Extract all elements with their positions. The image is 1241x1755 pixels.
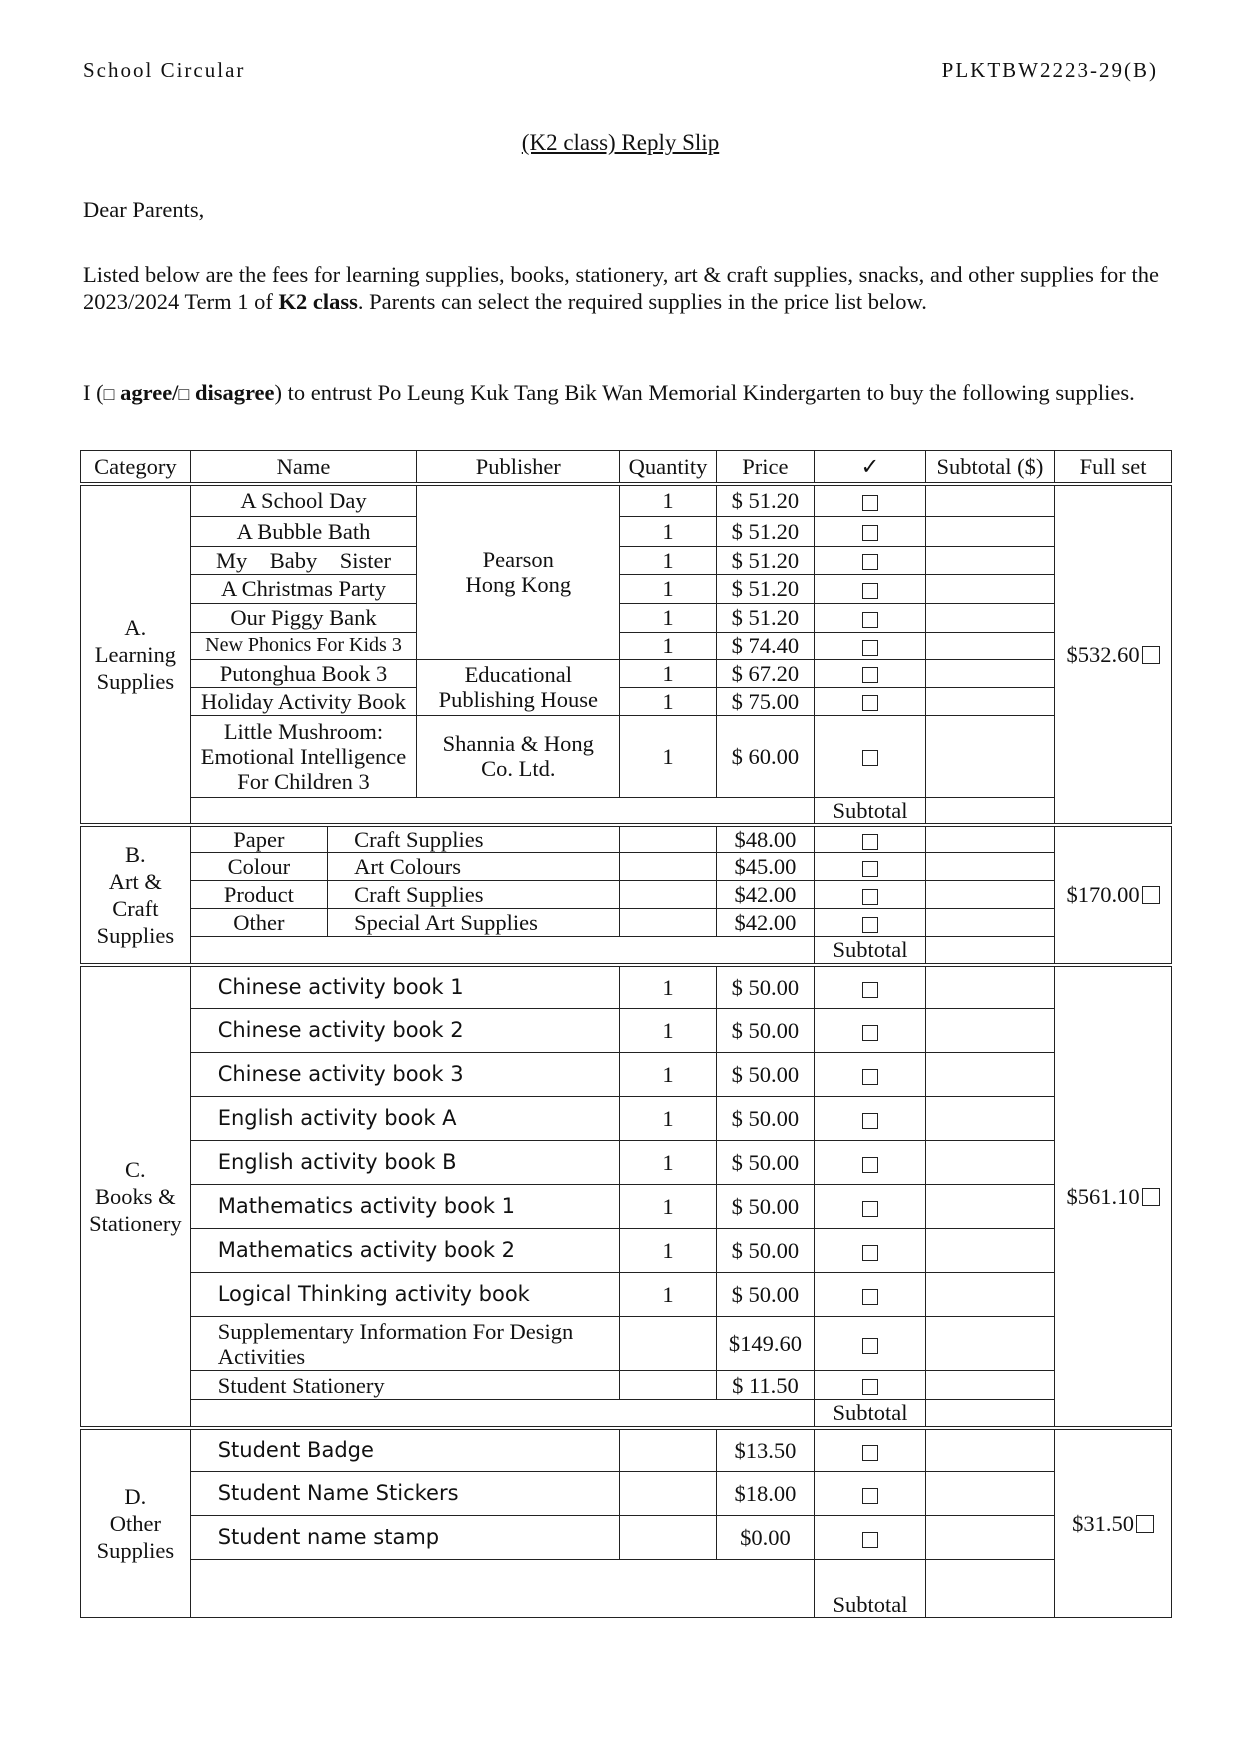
- category-b: B. Art & Craft Supplies: [81, 825, 191, 965]
- item-subtotal[interactable]: [925, 659, 1054, 687]
- item-checkbox[interactable]: [815, 1371, 926, 1400]
- subtotal-label: Subtotal: [815, 1400, 926, 1428]
- table-row: [81, 546, 1172, 574]
- intro-text-1: Listed below are the fees for learning supplies, books, stationery, art & craft supplies, snacks, and other supplies for the 2023/2024 Term 1 of: [83, 262, 1159, 314]
- item-checkbox[interactable]: [815, 516, 926, 546]
- subtotal-label: Subtotal: [815, 797, 926, 825]
- item-checkbox[interactable]: [815, 1472, 926, 1516]
- item-subtotal[interactable]: [925, 632, 1054, 659]
- table-row: [81, 632, 1172, 659]
- item-name: Putonghua Book 3: [190, 659, 417, 687]
- disagree-checkbox[interactable]: □: [178, 384, 190, 404]
- item-checkbox[interactable]: [815, 853, 926, 881]
- item-name: Student Stationery: [190, 1371, 620, 1400]
- checkbox-icon[interactable]: [862, 1445, 878, 1461]
- item-subtotal[interactable]: [925, 881, 1054, 909]
- checkbox-icon[interactable]: [862, 1025, 878, 1041]
- item-price: $ 51.20: [716, 484, 814, 516]
- item-qty: [620, 1428, 716, 1472]
- table-row: [81, 1516, 1172, 1560]
- item-subtotal[interactable]: [925, 1317, 1054, 1371]
- item-name: Chinese activity book 3: [190, 1053, 620, 1097]
- item-name: A Christmas Party: [190, 574, 417, 603]
- item-price: $ 51.20: [716, 574, 814, 603]
- art-type: Other: [190, 909, 327, 937]
- table-row: [81, 1229, 1172, 1273]
- supplies-table: [80, 450, 1172, 1618]
- subtotal-row: [81, 937, 1172, 965]
- publisher-educational: Educational Publishing House: [417, 659, 620, 715]
- item-qty: 1: [620, 1273, 716, 1317]
- subtotal-row: [81, 1400, 1172, 1428]
- item-name: Craft Supplies: [328, 881, 620, 909]
- item-subtotal[interactable]: [925, 853, 1054, 881]
- header-publisher: Publisher: [417, 451, 620, 485]
- header-full-set: Full set: [1055, 451, 1172, 485]
- item-price: $18.00: [716, 1472, 814, 1516]
- item-price: $ 60.00: [716, 715, 814, 797]
- item-subtotal[interactable]: [925, 1141, 1054, 1185]
- item-price: $ 50.00: [716, 1273, 814, 1317]
- item-name: A School Day: [190, 484, 417, 516]
- checkbox-icon[interactable]: [862, 834, 878, 850]
- item-subtotal[interactable]: [925, 1185, 1054, 1229]
- item-qty: [620, 1317, 716, 1371]
- item-name: English activity book A: [190, 1097, 620, 1141]
- item-subtotal[interactable]: [925, 1273, 1054, 1317]
- item-name: English activity book B: [190, 1141, 620, 1185]
- item-name: Little Mushroom: Emotional Intelligence For Children 3: [190, 715, 417, 797]
- item-name: Mathematics activity book 1: [190, 1185, 620, 1229]
- item-price: $ 75.00: [716, 687, 814, 715]
- table-row: [81, 1053, 1172, 1097]
- item-qty: 1: [620, 1185, 716, 1229]
- item-checkbox[interactable]: [815, 1185, 926, 1229]
- item-name: Student Badge: [190, 1428, 620, 1472]
- item-qty: [620, 1516, 716, 1560]
- item-checkbox[interactable]: [815, 825, 926, 853]
- item-qty: 1: [620, 1009, 716, 1053]
- table-row: [81, 1371, 1172, 1400]
- checkbox-icon[interactable]: [862, 1245, 878, 1261]
- checkbox-icon[interactable]: [862, 1069, 878, 1085]
- table-row: [81, 909, 1172, 937]
- table-row: [81, 1273, 1172, 1317]
- item-name: Student name stamp: [190, 1516, 620, 1560]
- section-subtotal[interactable]: [925, 937, 1054, 965]
- section-subtotal[interactable]: [925, 1560, 1054, 1618]
- item-name: Special Art Supplies: [328, 909, 620, 937]
- item-checkbox[interactable]: [815, 659, 926, 687]
- item-price: $13.50: [716, 1428, 814, 1472]
- item-name: Supplementary Information For Design Activities: [190, 1317, 620, 1371]
- header-category: Category: [81, 451, 191, 485]
- item-name: Student Name Stickers: [190, 1472, 620, 1516]
- table-row: [81, 853, 1172, 881]
- item-qty: [620, 853, 716, 881]
- item-subtotal[interactable]: [925, 1097, 1054, 1141]
- item-price: $ 50.00: [716, 1097, 814, 1141]
- item-checkbox[interactable]: [815, 1317, 926, 1371]
- item-name: Logical Thinking activity book: [190, 1273, 620, 1317]
- full-set-c[interactable]: $561.10: [1055, 965, 1172, 1428]
- item-checkbox[interactable]: [815, 1428, 926, 1472]
- intro-paragraph: [83, 261, 1159, 315]
- checkbox-icon[interactable]: [862, 1113, 878, 1129]
- item-checkbox[interactable]: [815, 1516, 926, 1560]
- item-price: $ 11.50: [716, 1371, 814, 1400]
- header-price: Price: [716, 451, 814, 485]
- checkbox-icon[interactable]: [862, 554, 878, 570]
- table-row: [81, 687, 1172, 715]
- checkbox-icon[interactable]: [862, 1488, 878, 1504]
- table-row: [81, 1009, 1172, 1053]
- item-subtotal[interactable]: [925, 687, 1054, 715]
- item-qty: 1: [620, 687, 716, 715]
- item-subtotal[interactable]: [925, 715, 1054, 797]
- item-qty: 1: [620, 715, 716, 797]
- item-qty: [620, 881, 716, 909]
- item-name: New Phonics For Kids 3: [190, 632, 417, 659]
- header-quantity: Quantity: [620, 451, 716, 485]
- art-type: Paper: [190, 825, 327, 853]
- checkbox-icon[interactable]: [862, 750, 878, 766]
- item-subtotal[interactable]: [925, 965, 1054, 1009]
- item-qty: 1: [620, 965, 716, 1009]
- item-qty: 1: [620, 1097, 716, 1141]
- subtotal-label: Subtotal: [815, 1560, 926, 1618]
- table-row: [81, 1141, 1172, 1185]
- table-header-row: [81, 451, 1172, 485]
- item-qty: 1: [620, 603, 716, 632]
- item-price: $ 50.00: [716, 965, 814, 1009]
- table-row: [81, 881, 1172, 909]
- category-d: D. Other Supplies: [81, 1428, 191, 1618]
- item-checkbox[interactable]: [815, 1053, 926, 1097]
- item-price: $48.00: [716, 825, 814, 853]
- item-checkbox[interactable]: [815, 687, 926, 715]
- table-row: [81, 825, 1172, 853]
- consent-prefix: I (: [83, 380, 104, 405]
- agree-checkbox[interactable]: □: [103, 384, 115, 404]
- item-name: Chinese activity book 1: [190, 965, 620, 1009]
- item-qty: 1: [620, 632, 716, 659]
- table-row: [81, 659, 1172, 687]
- item-checkbox[interactable]: [815, 603, 926, 632]
- item-subtotal[interactable]: [925, 909, 1054, 937]
- full-set-b[interactable]: $170.00: [1055, 825, 1172, 965]
- checkbox-icon[interactable]: [862, 1201, 878, 1217]
- checkbox-icon[interactable]: [862, 495, 878, 511]
- item-checkbox[interactable]: [815, 632, 926, 659]
- checkbox-icon[interactable]: [862, 667, 878, 683]
- item-checkbox[interactable]: [815, 546, 926, 574]
- disagree-label: disagree: [194, 380, 275, 405]
- page-title: (K2 class) Reply Slip: [521, 130, 720, 155]
- item-checkbox[interactable]: [815, 715, 926, 797]
- header-code: PLKTBW2223-29(B): [941, 58, 1158, 82]
- table-row: [81, 603, 1172, 632]
- item-qty: 1: [620, 1141, 716, 1185]
- checkbox-icon[interactable]: [1136, 1515, 1154, 1533]
- item-name: My Baby Sister: [190, 546, 417, 574]
- item-qty: [620, 825, 716, 853]
- item-name: Art Colours: [328, 853, 620, 881]
- category-c: C. Books & Stationery: [81, 965, 191, 1428]
- item-qty: [620, 1371, 716, 1400]
- item-name: Holiday Activity Book: [190, 687, 417, 715]
- checkbox-icon[interactable]: [862, 1157, 878, 1173]
- section-subtotal[interactable]: [925, 1400, 1054, 1428]
- item-subtotal[interactable]: [925, 1053, 1054, 1097]
- item-price: $ 51.20: [716, 516, 814, 546]
- checkbox-icon[interactable]: [862, 1338, 878, 1354]
- item-price: $ 50.00: [716, 1053, 814, 1097]
- table-row: [81, 1185, 1172, 1229]
- checkbox-icon[interactable]: [862, 861, 878, 877]
- checkbox-icon[interactable]: [862, 917, 878, 933]
- publisher-pearson: Pearson Hong Kong: [417, 484, 620, 659]
- item-subtotal[interactable]: [925, 1009, 1054, 1053]
- item-price: $ 50.00: [716, 1141, 814, 1185]
- item-checkbox[interactable]: [815, 965, 926, 1009]
- table-row: [81, 1097, 1172, 1141]
- item-subtotal[interactable]: [925, 484, 1054, 516]
- checkbox-icon[interactable]: [862, 525, 878, 541]
- checkbox-icon[interactable]: [862, 1289, 878, 1305]
- item-price: $ 50.00: [716, 1009, 814, 1053]
- checkbox-icon[interactable]: [862, 583, 878, 599]
- checkbox-icon[interactable]: [862, 1379, 878, 1395]
- item-subtotal[interactable]: [925, 516, 1054, 546]
- item-qty: 1: [620, 1053, 716, 1097]
- section-subtotal[interactable]: [925, 797, 1054, 825]
- item-subtotal[interactable]: [925, 546, 1054, 574]
- full-set-d[interactable]: $31.50: [1055, 1428, 1172, 1618]
- consent-paragraph: [83, 379, 1159, 408]
- table-row: [81, 1428, 1172, 1472]
- table-row: [81, 516, 1172, 546]
- item-subtotal[interactable]: [925, 1371, 1054, 1400]
- consent-suffix: ) to entrust Po Leung Kuk Tang Bik Wan Memorial Kindergarten to buy the following supplies.: [274, 380, 1135, 405]
- checkbox-icon[interactable]: [862, 695, 878, 711]
- table-row: [81, 715, 1172, 797]
- item-subtotal[interactable]: [925, 1516, 1054, 1560]
- item-price: $42.00: [716, 909, 814, 937]
- item-price: $ 67.20: [716, 659, 814, 687]
- checkbox-icon[interactable]: [1142, 1188, 1160, 1206]
- checkbox-icon[interactable]: [862, 612, 878, 628]
- item-qty: 1: [620, 516, 716, 546]
- item-checkbox[interactable]: [815, 1097, 926, 1141]
- item-subtotal[interactable]: [925, 825, 1054, 853]
- item-price: $149.60: [716, 1317, 814, 1371]
- checkbox-icon[interactable]: [862, 1532, 878, 1548]
- item-checkbox[interactable]: [815, 484, 926, 516]
- intro-class: K2 class: [278, 289, 358, 314]
- checkbox-icon[interactable]: [862, 889, 878, 905]
- item-price: $ 51.20: [716, 546, 814, 574]
- item-checkbox[interactable]: [815, 1229, 926, 1273]
- item-checkbox[interactable]: [815, 1273, 926, 1317]
- category-a: A. Learning Supplies: [81, 484, 191, 825]
- checkbox-icon[interactable]: [1142, 646, 1160, 664]
- item-price: $45.00: [716, 853, 814, 881]
- subtotal-row: [81, 797, 1172, 825]
- art-type: Colour: [190, 853, 327, 881]
- intro-text-2: . Parents can select the required supplies in the price list below.: [357, 289, 927, 314]
- header-left: School Circular: [83, 58, 246, 82]
- checkbox-icon[interactable]: [862, 640, 878, 656]
- item-checkbox[interactable]: [815, 1009, 926, 1053]
- item-qty: 1: [620, 546, 716, 574]
- checkbox-icon[interactable]: [1142, 886, 1160, 904]
- table-row: [81, 574, 1172, 603]
- item-subtotal[interactable]: [925, 1428, 1054, 1472]
- header-check: ✓: [815, 451, 926, 485]
- table-row: [81, 1472, 1172, 1516]
- art-type: Product: [190, 881, 327, 909]
- full-set-a[interactable]: $532.60: [1055, 484, 1172, 825]
- item-qty: 1: [620, 659, 716, 687]
- table-row: [81, 484, 1172, 516]
- greeting: Dear Parents,: [83, 197, 205, 222]
- item-qty: 1: [620, 574, 716, 603]
- table-row: [81, 965, 1172, 1009]
- item-name: A Bubble Bath: [190, 516, 417, 546]
- item-price: $0.00: [716, 1516, 814, 1560]
- item-name: Craft Supplies: [328, 825, 620, 853]
- item-price: $ 74.40: [716, 632, 814, 659]
- checkbox-icon[interactable]: [862, 982, 878, 998]
- item-subtotal[interactable]: [925, 603, 1054, 632]
- header-name: Name: [190, 451, 417, 485]
- item-subtotal[interactable]: [925, 574, 1054, 603]
- item-name: Chinese activity book 2: [190, 1009, 620, 1053]
- item-price: $ 50.00: [716, 1185, 814, 1229]
- item-checkbox[interactable]: [815, 881, 926, 909]
- item-subtotal[interactable]: [925, 1472, 1054, 1516]
- item-checkbox[interactable]: [815, 1141, 926, 1185]
- publisher-shannia: Shannia & Hong Co. Ltd.: [417, 715, 620, 797]
- table-row: [81, 1317, 1172, 1371]
- item-name: Mathematics activity book 2: [190, 1229, 620, 1273]
- agree-label: agree/: [120, 380, 179, 405]
- item-qty: [620, 1472, 716, 1516]
- item-qty: 1: [620, 484, 716, 516]
- item-price: $ 50.00: [716, 1229, 814, 1273]
- item-checkbox[interactable]: [815, 909, 926, 937]
- item-checkbox[interactable]: [815, 574, 926, 603]
- item-subtotal[interactable]: [925, 1229, 1054, 1273]
- item-name: Our Piggy Bank: [190, 603, 417, 632]
- subtotal-row: [81, 1560, 1172, 1618]
- header-subtotal: Subtotal ($): [925, 451, 1054, 485]
- item-price: $ 51.20: [716, 603, 814, 632]
- item-qty: 1: [620, 1229, 716, 1273]
- item-price: $42.00: [716, 881, 814, 909]
- item-qty: [620, 909, 716, 937]
- subtotal-label: Subtotal: [815, 937, 926, 965]
